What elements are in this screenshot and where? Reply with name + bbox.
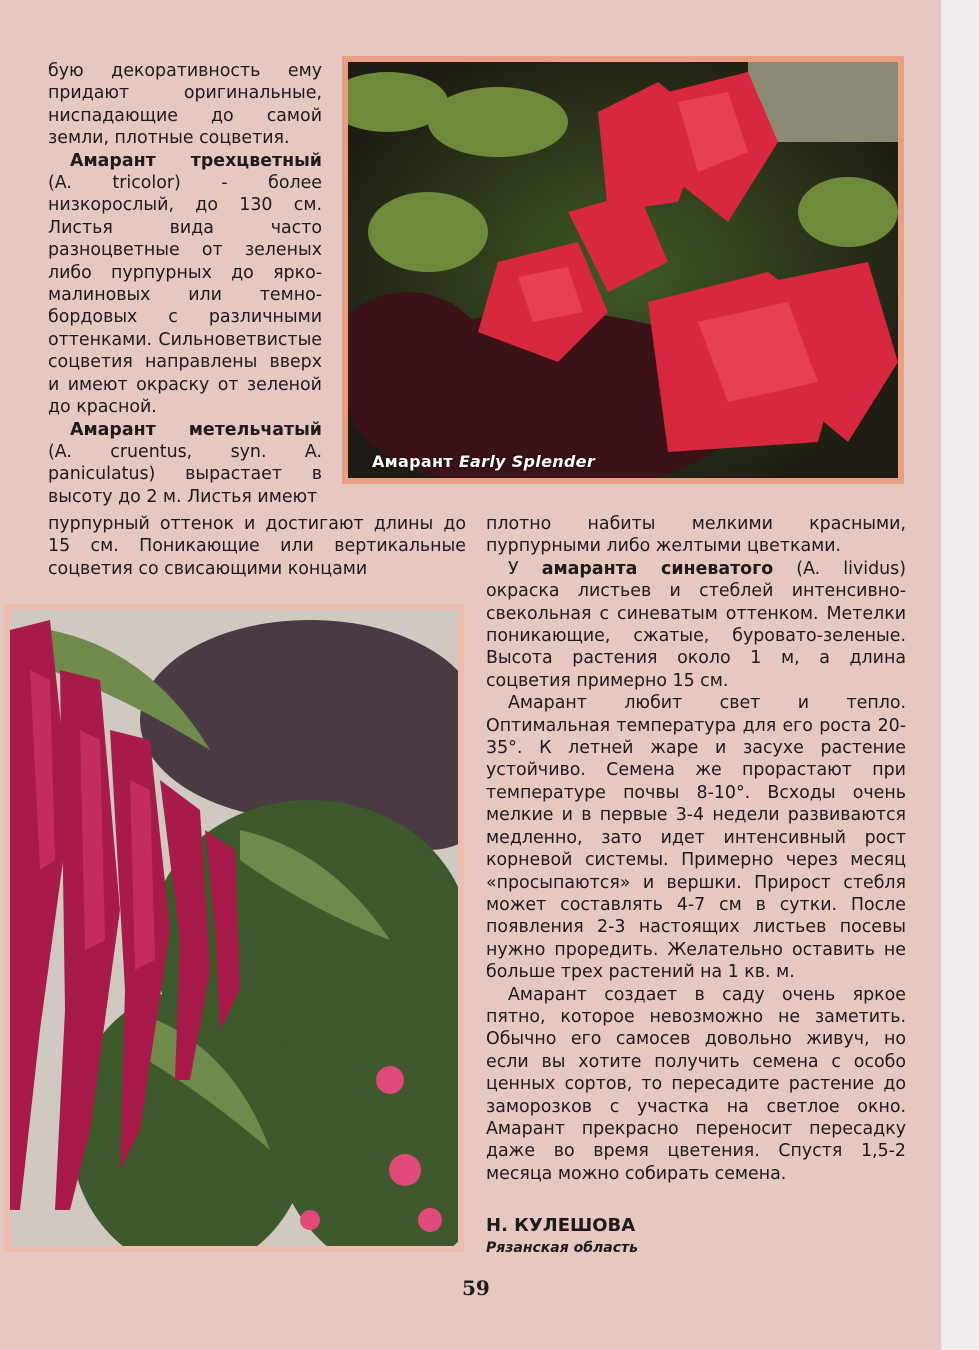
lividus-lead: У <box>508 558 542 579</box>
paragraph-flowers: плотно набиты мелкими красными, пурпурными либо желтыми цветками. <box>486 514 906 557</box>
left-column-continued <box>48 513 466 580</box>
paragraph-cruentus-continued: пурпурный оттенок и достигают длины до 15 см. Поникающие или вертикальные соцветия со свисающими концами <box>48 514 466 579</box>
caption-prefix: Амарант <box>372 452 459 471</box>
left-column <box>48 60 322 508</box>
paragraph-tricolor <box>48 150 322 419</box>
caption-variety: Early Splender <box>458 452 596 471</box>
species-text-cruentus: (A. cruentus, syn. A. paniculatus) выраcтает в высоту до 2 м. Листья имеют <box>48 441 322 507</box>
author-name: Н. КУЛЕШОВА <box>486 1215 636 1236</box>
species-text-lividus: (A. lividus) окраска листьев и стеблей интенсивно-свекольная с синеватым оттенком. Метелки поникающие, сжатые, буровато-зеленые. Высота растения около 1 м, а длина соцветия примерно 15 см. <box>486 558 906 691</box>
photo-illustration-red-amaranth <box>348 62 898 478</box>
paragraph-garden: Амарант создает в саду очень яркое пятно, которое невозможно не заметить. Обычно его самосев довольно живуч, но если вы хотите получить семена с особо ценных сортов, то пересадите растение до заморозков с участка на светлое окно. Амарант прекрасно переносит пересадку даже во время цветения. Спустя 1,5-2 месяца можно собирать семена. <box>486 984 906 1184</box>
paragraph-intro: бую декоративность ему придают оригинальные, ниспадающие до самой земли, плотные соцветия. <box>48 61 322 149</box>
photo-amaranth-early-splender <box>342 56 904 484</box>
species-text-tricolor: (A. tricolor) - более низкорослый, до 130 см. Листья вида часто разноцветные от зеленых либо пурпурных до ярко-малиновых или темно-бордовых с различными оттенками. Сильноветвистые соцветия направлены вверх и имеют окраску от зеленой до красной. <box>48 173 322 418</box>
photo-amaranth-hanging <box>4 604 464 1252</box>
right-column <box>486 513 906 1185</box>
photo-illustration-hanging-amaranth <box>10 610 458 1246</box>
paragraph-growing: Амарант любит свет и тепло. Оптимальная температура для его роста 20-35°. К летней жаре и засухе растение устойчиво. Семена же прорастают при температуре почвы 8-10°. Всходы очень мелкие и в первые 3-4 недели развиваются медленно, зато идет интенсивный рост корневой системы. Примерно через месяц «просыпаются» и вершки. Прирост стебля может составлять 4-7 см в сутки. После появления 2-3 настоящих листьев посевы нужно проредить. Желательно оставить не больше трех растений на 1 кв. м. <box>486 693 906 983</box>
species-title-lividus: амаранта синеватого <box>541 558 774 579</box>
species-title-cruentus: Амарант метельчатый <box>70 419 322 440</box>
page-number: 59 <box>462 1276 490 1300</box>
species-title-tricolor: Амарант трехцветный <box>70 150 322 171</box>
page-right-edge <box>941 0 979 1350</box>
paragraph-lividus <box>486 558 906 692</box>
author-region: Рязанская область <box>486 1240 638 1256</box>
photo-caption <box>372 452 595 471</box>
paragraph-cruentus <box>48 419 322 509</box>
